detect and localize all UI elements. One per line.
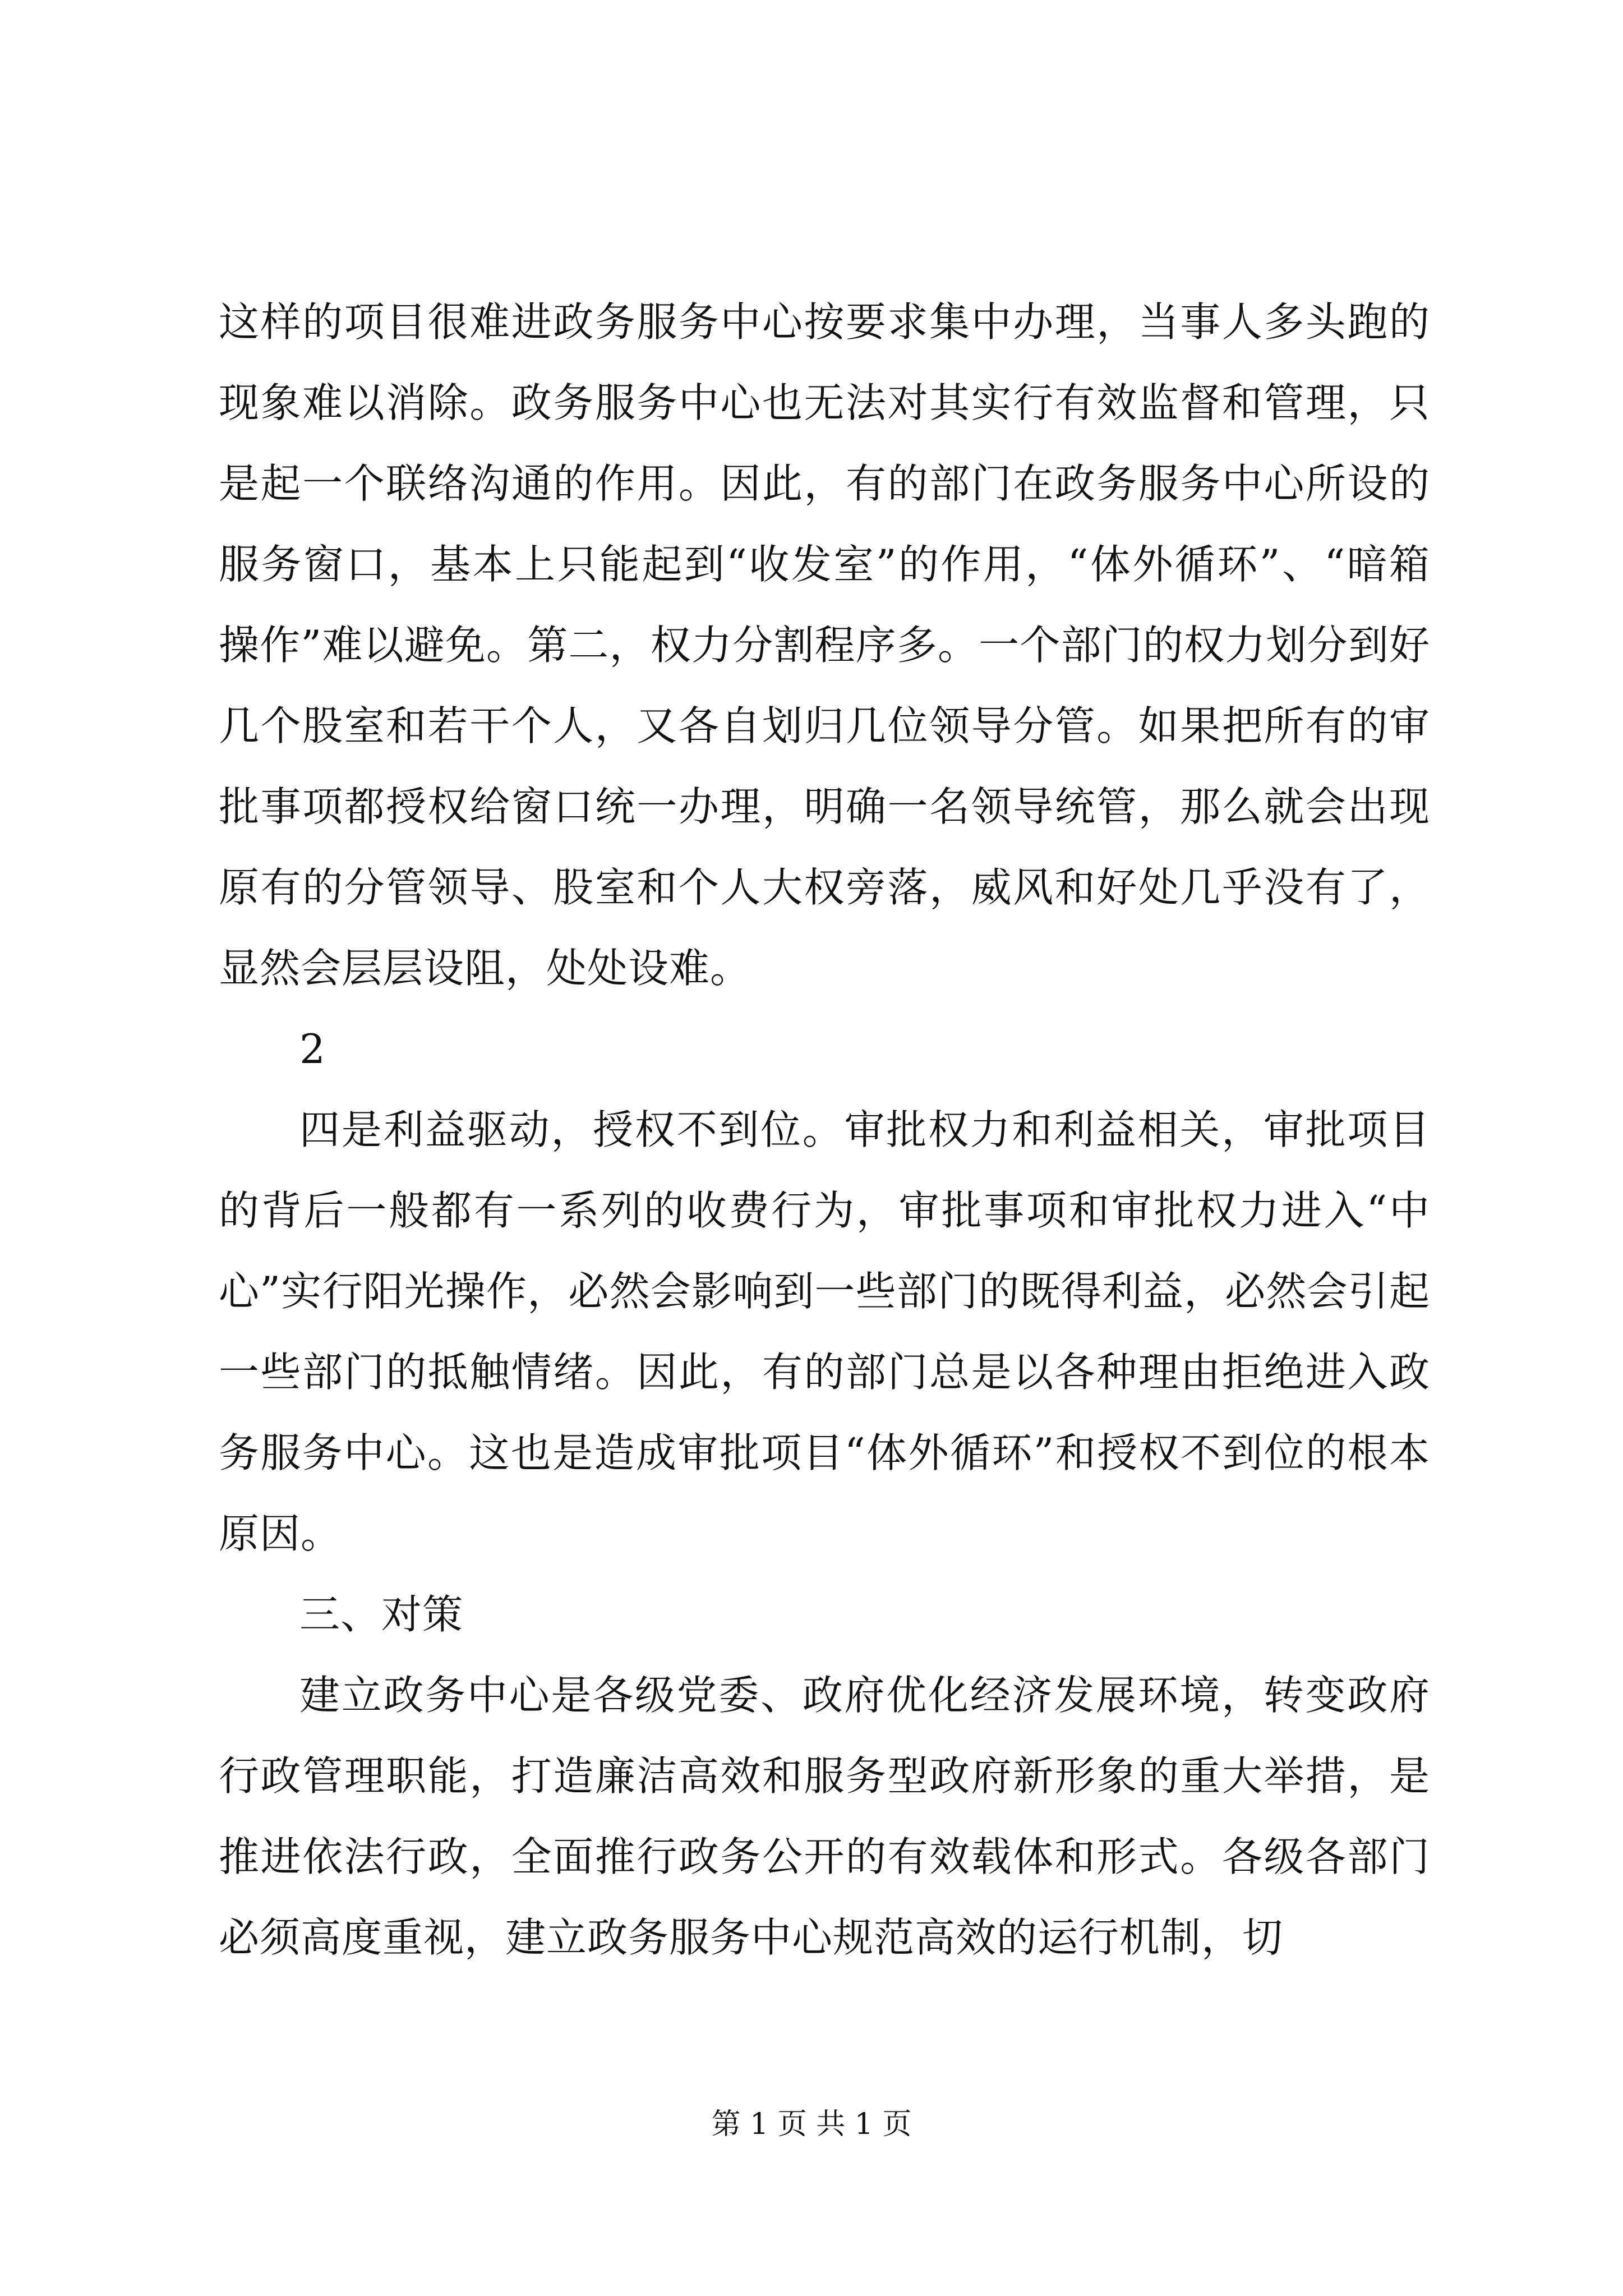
page-footer: 第 1 页 共 1 页 — [711, 2108, 912, 2141]
paragraph-point-four: 四是利益驱动，授权不到位。审批权力和利益相关，审批项目的背后一般都有一系列的收费行为，审批事项和审批权力进入“中心”实行阳光操作，必然会影响到一些部门的既得利益，必然会引起一些部门的抵触情绪。因此，有的部门总是以各种理由拒绝进入政务服务中心。这也是造成审批项目“体外循环”和授权不到位的根本原因。 — [219, 1106, 1430, 1557]
paragraph-page-number-marker: 2 — [299, 1025, 326, 1073]
paragraph-countermeasures: 建立政务中心是各级党委、政府优化经济发展环境，转变政府行政管理职能，打造廉洁高效和服务型政府新形象的重大举措，是推进依法行政，全面推行政务公开的有效载体和形式。各级各部门必须高度重视，建立政务服务中心规范高效的运行机制，切 — [219, 1672, 1430, 1961]
document-body — [219, 282, 1430, 1978]
paragraph-continuation: 这样的项目很难进政务服务中心按要求集中办理，当事人多头跑的现象难以消除。政务服务中心也无法对其实行有效监督和管理，只是起一个联络沟通的作用。因此，有的部门在政务服务中心所设的服务窗口，基本上只能起到“收发室”的作用，“体外循环”、“暗箱操作”难以避免。第二，权力分割程序多。一个部门的权力划分到好几个股室和若干个人，又各自划归几位领导分管。如果把所有的审批事项都授权给窗口统一办理，明确一名领导统管，那么就会出现原有的分管领导、股室和个人大权旁落，威风和好处几乎没有了，显然会层层设阻，处处设难。 — [219, 298, 1430, 992]
section-heading-countermeasures: 三、对策 — [299, 1591, 464, 1638]
